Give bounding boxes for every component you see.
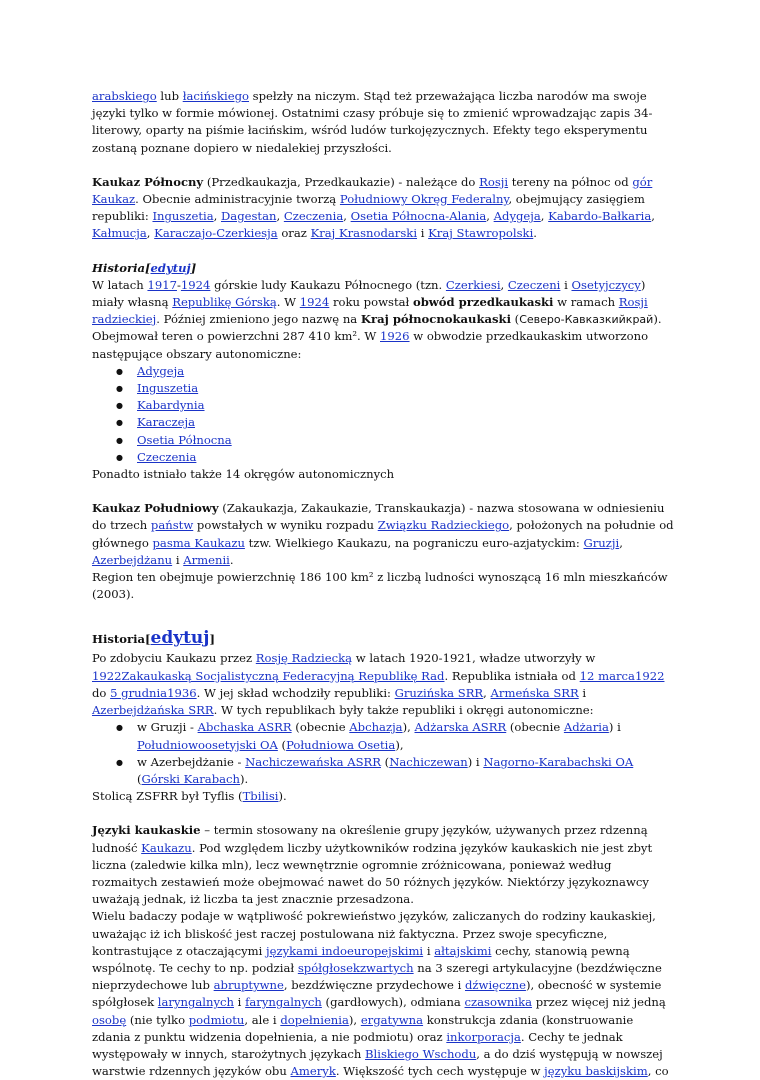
link-spolgloski[interactable]: spółgłosekzwartych bbox=[297, 960, 414, 975]
link-1926[interactable]: 1926 bbox=[380, 329, 410, 344]
link-rosji[interactable]: Rosji bbox=[479, 174, 509, 189]
link-rosji-radzieckiej[interactable]: Rosji radzieckiej bbox=[92, 295, 648, 327]
link-armenii[interactable]: Armenii bbox=[183, 552, 230, 567]
document-page bbox=[92, 88, 674, 1080]
link-czasownika[interactable]: czasownika bbox=[464, 995, 533, 1010]
paragraph-historia-2: Po zdobyciu Kaukazu przez Rosję Radziecką w latach 1920-1921, władze utworzyły w 1922Zakaukaską Socjalistyczną Federacyjną Republikę Rad. Republika istniała od 12 marca1922 do 5 grudnia1936. W jej skład wchodziły republiki: Gruzińska SRR, Armeńska SRR i Azerbejdżańska SRR. W tych republikach były także republiki i okręgi autonomiczne: bbox=[92, 651, 665, 718]
link-inguszetia[interactable]: Inguszetia bbox=[152, 209, 214, 224]
list-republiki bbox=[92, 719, 674, 788]
link-armenska[interactable]: Armeńska SRR bbox=[490, 685, 579, 700]
link-panstw[interactable]: państw bbox=[150, 518, 194, 533]
link-gor-kaukaz[interactable]: gór Kaukaz bbox=[92, 174, 653, 207]
link-abruptywne[interactable]: abruptywne bbox=[213, 978, 284, 993]
link-kalmucja[interactable]: Kałmucja bbox=[92, 226, 147, 241]
paragraph-kaukaz-poludniowy: Kaukaz Południowy (Zakaukazja, Zakaukazie, Transkaukazja) - nazwa stosowana w odniesieniu do trzech państw powstałych w wyniku rozpadu Związku Radzieckiego, położonych na południe od głównego pasma Kaukazu tzw. Wielkiego Kaukazu, na pograniczu euro-azjatyckim: Gruzji, Azerbejdżanu i Armenii. Region ten obejmuje powierzchnię 186 100 km² z liczbą ludności wynoszącą 16 mln mieszkańców (2003). bbox=[92, 501, 674, 602]
paragraph-jezyki: Języki kaukaskie – termin stosowany na określenie grupy języków, używanych przez rdzenną ludność Kaukazu. Pod względem liczby użytkowników rodzina języków kaukaskich nie jest zbyt liczna (zaledwie kilka mln), lecz wewnętrznie ogromnie zróżnicowana, ponieważ według rozmaitych zestawień może obejmować nawet do 50 różnych języków. Niektórzy językoznawcy uważają jednak, iż liczba ta jest znacznie przesadzona. Wielu badaczy podaje w wątpliwość pokrewieństwo języków, zaliczanych do rodziny kaukaskiej, uważając iż ich bliskość jest raczej postulowana niż faktyczna. Przez swoje specyficzne, kontrastujące z otaczającymi językami indoeuropejskimi i ałtajskimi cechy, stanowią pewną wspólnotę. Te cechy to np. podział spółgłosekzwartych na 3 szeregi artykulacyjne (bezdźwięczne nieprzydechowe lub abruptywne, bezdźwięczne przydechowe i dźwięczne), obecność w systemie spółgłosek laryngalnych i faryngalnych (gardłowych), odmiana czasownika przez więcej niż jedną osobę (nie tylko podmiotu, ale i dopełnienia), ergatywna konstrukcja zdania (konstruowanie zdania z punktu widzenia dopełnienia, a nie podmiotu) oraz inkorporacja. Cechy te jednak występowały w innych, starożytnych językach Bliskiego Wschodu, a do dziś występują w nowszej warstwie rdzennych języków obu Ameryk. Większość tych cech występuje w języku baskijskim, co bbox=[92, 823, 669, 1079]
link-czerkiesi[interactable]: Czerkiesi bbox=[445, 277, 501, 292]
link-rosje-radziecka[interactable]: Rosję Radziecką bbox=[255, 651, 353, 666]
link-kabardo[interactable]: Kabardo-Bałkaria bbox=[548, 209, 652, 224]
link-5-grudnia[interactable]: 5 grudnia1936 bbox=[110, 685, 197, 700]
link-faryngalnych[interactable]: faryngalnych bbox=[245, 995, 322, 1010]
link-1924[interactable]: 1924 bbox=[180, 277, 211, 292]
link-gruzji[interactable]: Gruzji bbox=[583, 535, 620, 550]
link-altajskimi[interactable]: ałtajskimi bbox=[434, 943, 492, 958]
link-karaczajo[interactable]: Karaczajo-Czerkiesja bbox=[154, 226, 278, 241]
paragraph-historia-1: W latach 1917-1924 górskie ludy Kaukazu Północnego (tzn. Czerkiesi, Czeczeni i Osetyjczycy) miały własną Republikę Górską. W 1924 roku powstał obwód przedkaukaski w ramach Rosji radzieckiej. Później zmieniono jego nazwę na Kraj północnokaukaski (Северо-Кавказкийкрай). Obejmował teren o powierzchni 287 410 km². W 1926 w obwodzie przedkaukaskim utworzono następujące obszary autonomiczne: bbox=[92, 277, 662, 361]
list-obszary bbox=[92, 363, 674, 466]
list-item: ● w Azerbejdżanie - Nachiczewańska ASRR (Nachiczewan) i Nagorno-Karabachski OA (Górski Karabach). bbox=[137, 754, 674, 788]
link-gruzinska[interactable]: Gruzińska SRR bbox=[394, 685, 484, 700]
link-zwiazku[interactable]: Związku Radzieckiego bbox=[377, 518, 510, 533]
list-item: ● Inguszetia bbox=[137, 380, 674, 397]
link-ameryk[interactable]: Ameryk bbox=[290, 1064, 336, 1079]
paragraph-kaukaz-polnocny: Kaukaz Północny (Przedkaukazja, Przedkaukazie) - należące do Rosji tereny na północ od gór Kaukaz. Obecnie administracyjnie tworzą Południowy Okręg Federalny, obejmujący zasięgiem republiki: Inguszetia, Dagestan, Czeczenia, Osetia Północna-Alania, Adygeja, Kabardo-Bałkaria, Kałmucja, Karaczajo-Czerkiesja oraz Kraj Krasnodarski i Kraj Stawropolski. bbox=[92, 174, 655, 241]
heading-historia-2: Historia[edytuj] bbox=[92, 628, 215, 649]
link-tbilisi[interactable]: Tbilisi bbox=[242, 789, 279, 804]
link-arabskiego[interactable]: arabskiego bbox=[92, 89, 157, 103]
edit-link-1[interactable]: edytuj bbox=[150, 260, 191, 275]
link-kaukazu[interactable]: Kaukazu bbox=[141, 840, 192, 855]
link-adygeja[interactable]: Adygeja bbox=[493, 209, 541, 224]
link-osobe[interactable]: osobę bbox=[92, 1012, 127, 1027]
list-item: ● Osetia Północna bbox=[137, 432, 674, 449]
list-item: ● w Gruzji - Abchaska ASRR (obecnie Abchazja), Adżarska ASRR (obecnie Adżaria) i Południowoosetyjski OA (Południowa Osetia), bbox=[137, 719, 674, 753]
link-inkorporacja[interactable]: inkorporacja bbox=[446, 1029, 521, 1044]
list-item: ● Czeczenia bbox=[137, 449, 674, 466]
link-azerbejdzanska[interactable]: Azerbejdżańska SRR bbox=[92, 703, 214, 718]
link-indoeuropejskimi[interactable]: językami indoeuropejskimi bbox=[266, 943, 424, 958]
link-krasnodarski[interactable]: Kraj Krasnodarski bbox=[310, 226, 418, 241]
link-zfsrr[interactable]: 1922Zakaukaską Socjalistyczną Federacyjną Republikę Rad bbox=[92, 668, 445, 683]
link-osetia[interactable]: Osetia Północna-Alania bbox=[350, 209, 487, 224]
paragraph-intro: arabskiego lub łacińskiego spełzły na niczym. Stąd też przeważająca liczba narodów ma swoje języki tylko w formie mówionej. Ostatnimi czasy próbuje się to zmienić wprowadzając zapis 34-literowy, oparty na piśmie łacińskim, wśród ludów turkojęzycznych. Efekty tego eksperymentu zostaną poznane dopiero w niedalekiej przyszłości. bbox=[92, 89, 653, 155]
link-czeczeni[interactable]: Czeczeni bbox=[507, 277, 561, 292]
link-azerbejdzanu[interactable]: Azerbejdżanu bbox=[92, 552, 173, 567]
link-lacinskiego[interactable]: łacińskiego bbox=[182, 89, 249, 103]
link-12-marca[interactable]: 12 marca1922 bbox=[579, 668, 665, 683]
link-ergatywna[interactable]: ergatywna bbox=[360, 1012, 424, 1027]
link-dzwieczne[interactable]: dźwięczne bbox=[464, 978, 526, 993]
link-dagestan[interactable]: Dagestan bbox=[220, 209, 277, 224]
link-1924b[interactable]: 1924 bbox=[299, 295, 330, 310]
link-baskijskim[interactable]: języku baskijskim bbox=[544, 1064, 648, 1079]
paragraph-okregi: Ponadto istniało także 14 okręgów autonomicznych bbox=[92, 467, 395, 482]
heading-historia-1: Historia[edytuj] bbox=[92, 260, 197, 275]
link-czeczenia[interactable]: Czeczenia bbox=[283, 209, 344, 224]
link-osetyjczycy[interactable]: Osetyjczycy bbox=[571, 277, 641, 292]
link-1917[interactable]: 1917 bbox=[147, 277, 177, 292]
edit-link-2[interactable]: edytuj bbox=[150, 628, 210, 649]
link-laryngalnych[interactable]: laryngalnych bbox=[157, 995, 234, 1010]
list-item: ● Adygeja bbox=[137, 363, 674, 380]
link-podmiotu[interactable]: podmiotu bbox=[188, 1012, 245, 1027]
link-stawropolski[interactable]: Kraj Stawropolski bbox=[428, 226, 534, 241]
link-okreg[interactable]: Południowy Okręg Federalny bbox=[339, 192, 509, 207]
list-item: ● Kabardynia bbox=[137, 397, 674, 414]
link-republika-gorska[interactable]: Republikę Górską bbox=[172, 295, 277, 310]
link-dopelnienia[interactable]: dopełnienia bbox=[280, 1012, 349, 1027]
link-pasma[interactable]: pasma Kaukazu bbox=[152, 535, 245, 550]
paragraph-stolica: Stolicą ZSFRR był Tyflis (Tbilisi). bbox=[92, 789, 287, 804]
link-bliskiego-wschodu[interactable]: Bliskiego Wschodu bbox=[365, 1046, 477, 1061]
list-item: ● Karaczeja bbox=[137, 414, 674, 431]
